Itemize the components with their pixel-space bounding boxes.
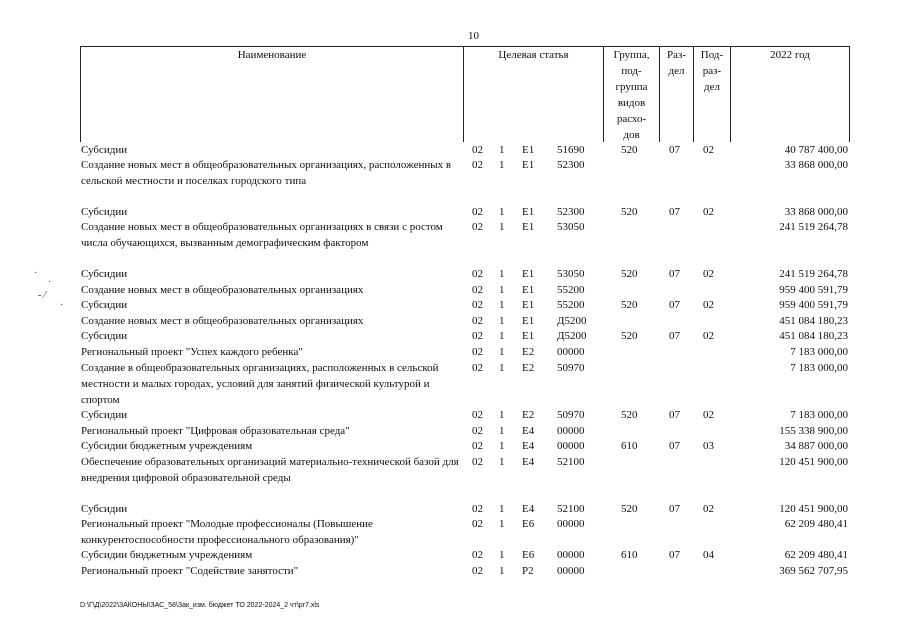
target-code-2: 1: [499, 221, 505, 233]
file-path-footer: D:\Г\Д\2022\ЗАКОНЫ\ЗАС_58\Зак_изм. бюджет ТО 2022-2024_2 чт\pr7.xls: [80, 602, 320, 609]
scan-mark: ·: [34, 268, 38, 279]
target-code-3: Е1: [522, 315, 535, 327]
header-group-line: группа: [615, 81, 648, 93]
target-code-1: 02: [472, 503, 483, 515]
target-code-3: Е1: [522, 268, 535, 280]
amount-2022: 959 400 591,79: [779, 284, 848, 296]
target-code-2: 1: [499, 315, 505, 327]
section: 07: [669, 440, 680, 452]
row-name: Создание новых мест в общеобразовательных организациях: [81, 315, 364, 327]
row-name: Создание новых мест в общеобразовательных организациях в связи с ростом числа обучающихся, вызванным демографическим фактором: [81, 221, 443, 249]
target-code-3: Е1: [522, 284, 535, 296]
target-code-1: 02: [472, 440, 483, 452]
target-code-2: 1: [499, 565, 505, 577]
row-name: Субсидии: [81, 206, 128, 218]
target-code-1: 02: [472, 565, 483, 577]
amount-2022: 34 887 000,00: [784, 440, 848, 452]
target-code-2: 1: [499, 362, 505, 374]
row-name: Субсидии: [81, 268, 128, 280]
target-code-3: Р2: [522, 565, 534, 577]
expense-group: 610: [621, 549, 638, 561]
target-code-2: 1: [499, 409, 505, 421]
header-podrazdel-line: Под-: [700, 49, 724, 61]
target-code-4: 52300: [557, 159, 585, 171]
header-podrazdel: [694, 47, 730, 95]
target-code-1: 02: [472, 409, 483, 421]
target-code-1: 02: [472, 549, 483, 561]
target-code-4: 00000: [557, 518, 585, 530]
subsection: 04: [703, 549, 714, 561]
header-year: 2022 год: [770, 49, 810, 61]
target-code-4: 50970: [557, 409, 585, 421]
section: 07: [669, 503, 680, 515]
target-code-4: 00000: [557, 549, 585, 561]
target-code-3: Е4: [522, 425, 535, 437]
expense-group: 520: [621, 144, 638, 156]
target-code-2: 1: [499, 268, 505, 280]
expense-group: 520: [621, 503, 638, 515]
expense-group: 520: [621, 409, 638, 421]
target-code-4: Д5200: [557, 330, 587, 342]
amount-2022: 7 183 000,00: [790, 346, 848, 358]
header-group-line: видов: [617, 97, 646, 109]
target-code-3: Е2: [522, 362, 535, 374]
row-name: Региональный проект "Цифровая образовательная среда": [81, 425, 350, 437]
header-group-line: расхо-: [616, 113, 647, 125]
target-code-1: 02: [472, 456, 483, 468]
row-name: Субсидии: [81, 409, 128, 421]
amount-2022: 7 183 000,00: [790, 409, 848, 421]
section: 07: [669, 299, 680, 311]
amount-2022: 959 400 591,79: [779, 299, 848, 311]
section: 07: [669, 549, 680, 561]
expense-group: 520: [621, 299, 638, 311]
target-code-3: Е1: [522, 299, 535, 311]
target-code-1: 02: [472, 268, 483, 280]
target-code-2: 1: [499, 549, 505, 561]
row-name: Региональный проект "Содействие занятости": [81, 565, 299, 577]
target-code-2: 1: [499, 456, 505, 468]
target-code-4: 55200: [557, 299, 585, 311]
target-code-3: Е2: [522, 409, 535, 421]
row-name: Субсидии: [81, 299, 128, 311]
row-name: Создание новых мест в общеобразовательных организациях, расположенных в сельской местности и поселках городского типа: [81, 159, 452, 187]
header-group-line: под-: [621, 65, 642, 77]
row-name: Создание в общеобразовательных организациях, расположенных в сельской местности и малых городах, условий для занятий физической культурой и спортом: [81, 362, 439, 406]
amount-2022: 40 787 400,00: [784, 144, 848, 156]
amount-2022: 120 451 900,00: [779, 503, 848, 515]
amount-2022: 369 562 707,95: [779, 565, 848, 577]
scan-mark: ·: [60, 300, 64, 311]
target-code-3: Е1: [522, 330, 535, 342]
target-code-4: 00000: [557, 565, 585, 577]
target-code-1: 02: [472, 362, 483, 374]
subsection: 02: [703, 330, 714, 342]
target-code-1: 02: [472, 315, 483, 327]
target-code-2: 1: [499, 440, 505, 452]
target-code-1: 02: [472, 221, 483, 233]
amount-2022: 155 338 900,00: [779, 425, 848, 437]
section: 07: [669, 409, 680, 421]
target-code-2: 1: [499, 284, 505, 296]
header-podrazdel-line: дел: [704, 81, 720, 93]
header-podrazdel-line: раз-: [702, 65, 722, 77]
target-code-4: 52100: [557, 456, 585, 468]
target-code-4: 50970: [557, 362, 585, 374]
target-code-1: 02: [472, 425, 483, 437]
row-name: Субсидии бюджетным учреждениям: [81, 549, 253, 561]
target-code-4: 00000: [557, 425, 585, 437]
header-razdel-line: Раз-: [666, 49, 686, 61]
target-code-2: 1: [499, 206, 505, 218]
section: 07: [669, 330, 680, 342]
target-code-3: Е4: [522, 456, 535, 468]
target-code-3: Е1: [522, 159, 535, 171]
target-code-2: 1: [499, 518, 505, 530]
target-code-1: 02: [472, 206, 483, 218]
amount-2022: 62 209 480,41: [784, 549, 848, 561]
amount-2022: 120 451 900,00: [779, 456, 848, 468]
header-group: [604, 47, 659, 143]
scan-mark: - ⁄: [38, 290, 46, 301]
target-code-4: Д5200: [557, 315, 587, 327]
target-code-3: Е4: [522, 503, 535, 515]
target-code-1: 02: [472, 284, 483, 296]
amount-2022: 33 868 000,00: [784, 159, 848, 171]
row-name: Субсидии бюджетным учреждениям: [81, 440, 253, 452]
header-target: Целевая статья: [498, 49, 569, 61]
target-code-1: 02: [472, 346, 483, 358]
page-number: 10: [468, 30, 479, 42]
target-code-2: 1: [499, 503, 505, 515]
amount-2022: 7 183 000,00: [790, 362, 848, 374]
section: 07: [669, 144, 680, 156]
amount-2022: 451 084 180,23: [779, 315, 848, 327]
amount-2022: 451 084 180,23: [779, 330, 848, 342]
subsection: 02: [703, 144, 714, 156]
row-name: Региональный проект "Успех каждого ребенка": [81, 346, 303, 358]
section: 07: [669, 206, 680, 218]
target-code-3: Е2: [522, 346, 535, 358]
target-code-2: 1: [499, 299, 505, 311]
target-code-3: Е1: [522, 144, 535, 156]
target-code-1: 02: [472, 299, 483, 311]
target-code-4: 52300: [557, 206, 585, 218]
expense-group: 520: [621, 268, 638, 280]
header-name: Наименование: [237, 49, 307, 61]
subsection: 02: [703, 299, 714, 311]
target-code-4: 52100: [557, 503, 585, 515]
target-code-1: 02: [472, 159, 483, 171]
target-code-4: 55200: [557, 284, 585, 296]
amount-2022: 241 519 264,78: [779, 268, 848, 280]
row-name: Обеспечение образовательных организаций материально-технической базой для внедрения цифровой образовательной среды: [81, 456, 459, 484]
header-razdel: [660, 47, 693, 79]
scan-mark: ˙: [48, 280, 52, 291]
target-code-3: Е6: [522, 549, 535, 561]
target-code-1: 02: [472, 144, 483, 156]
target-code-2: 1: [499, 159, 505, 171]
amount-2022: 33 868 000,00: [784, 206, 848, 218]
header-divider: [849, 46, 850, 142]
subsection: 02: [703, 268, 714, 280]
target-code-1: 02: [472, 330, 483, 342]
header-group-line: дов: [623, 129, 640, 141]
target-code-2: 1: [499, 330, 505, 342]
expense-group: 520: [621, 330, 638, 342]
subsection: 02: [703, 206, 714, 218]
target-code-4: 51690: [557, 144, 585, 156]
target-code-4: 53050: [557, 221, 585, 233]
row-name: Субсидии: [81, 503, 128, 515]
target-code-2: 1: [499, 346, 505, 358]
target-code-4: 00000: [557, 346, 585, 358]
expense-group: 520: [621, 206, 638, 218]
expense-group: 610: [621, 440, 638, 452]
section: 07: [669, 268, 680, 280]
row-name: Субсидии: [81, 330, 128, 342]
amount-2022: 241 519 264,78: [779, 221, 848, 233]
subsection: 02: [703, 409, 714, 421]
row-name: Региональный проект "Молодые профессионалы (Повышение конкурентоспособности профессионального образования)": [81, 518, 373, 546]
subsection: 02: [703, 503, 714, 515]
amount-2022: 62 209 480,41: [784, 518, 848, 530]
target-code-3: Е1: [522, 206, 535, 218]
target-code-2: 1: [499, 425, 505, 437]
header-group-line: Группа,: [613, 49, 650, 61]
target-code-3: Е1: [522, 221, 535, 233]
target-code-1: 02: [472, 518, 483, 530]
subsection: 03: [703, 440, 714, 452]
row-name: Субсидии: [81, 144, 128, 156]
target-code-2: 1: [499, 144, 505, 156]
row-name: Создание новых мест в общеобразовательных организациях: [81, 284, 364, 296]
target-code-3: Е4: [522, 440, 535, 452]
target-code-3: Е6: [522, 518, 535, 530]
header-razdel-line: дел: [668, 65, 685, 77]
target-code-4: 00000: [557, 440, 585, 452]
target-code-4: 53050: [557, 268, 585, 280]
